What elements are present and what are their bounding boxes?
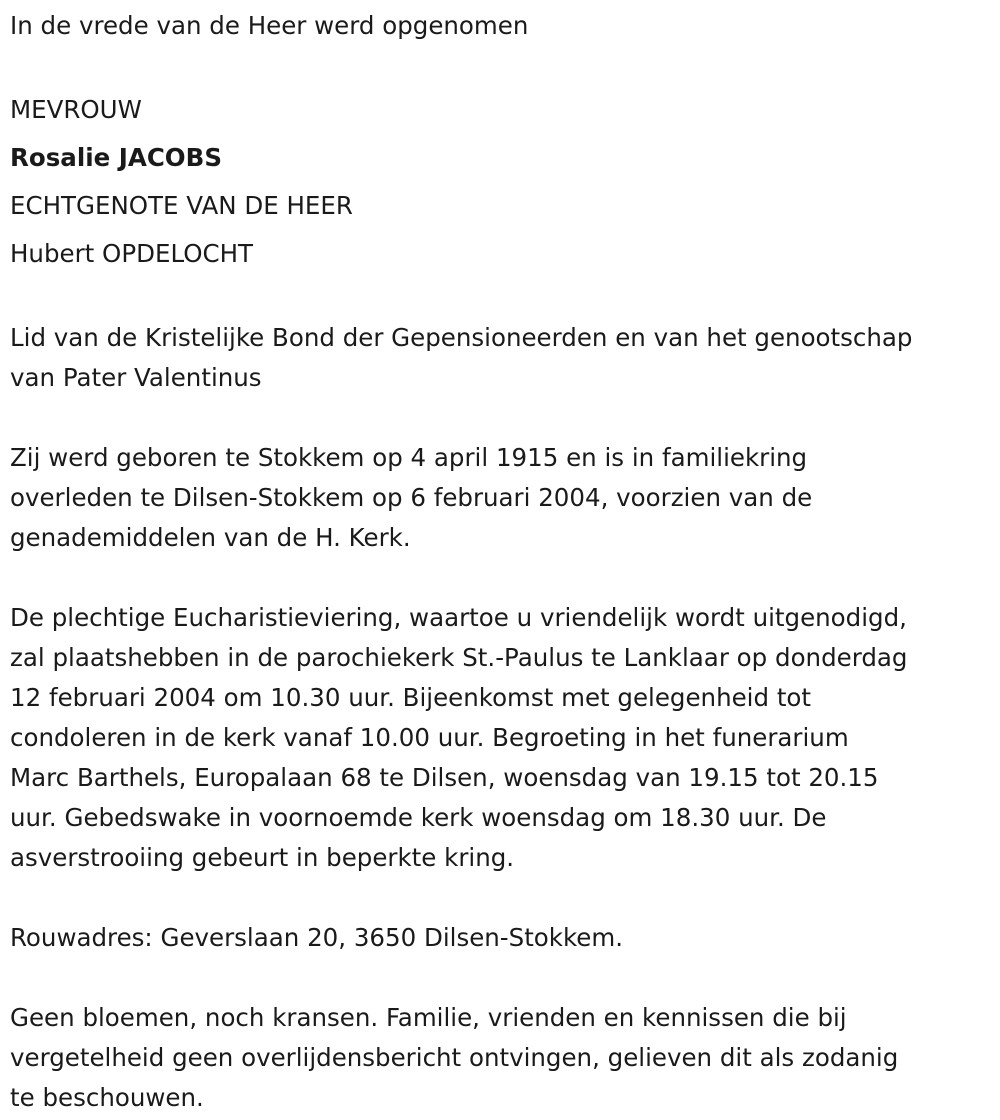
ceremony-line-7: asverstrooiing gebeurt in beperkte kring. <box>10 843 515 872</box>
deceased-block <box>10 86 995 278</box>
intro-line: In de vrede van de Heer werd opgenomen <box>10 11 529 40</box>
closing-line-3: te beschouwen. <box>10 1083 204 1112</box>
birth-death-line-2: overleden te Dilsen-Stokkem op 6 februari 2004, voorzien van de <box>10 483 813 512</box>
honorific: MEVROUW <box>10 95 142 124</box>
ceremony-line-3: 12 februari 2004 om 10.30 uur. Bijeenkomst met gelegenheid tot <box>10 683 812 712</box>
membership-line-2: van Pater Valentinus <box>10 363 262 392</box>
deceased-name: Rosalie JACOBS <box>10 143 222 172</box>
spouse-name: Hubert OPDELOCHT <box>10 239 254 268</box>
birth-death-paragraph <box>10 438 995 558</box>
ceremony-paragraph <box>10 598 995 878</box>
obituary-document <box>10 6 995 1118</box>
closing-paragraph <box>10 998 995 1118</box>
mourning-address: Rouwadres: Geverslaan 20, 3650 Dilsen-Stokkem. <box>10 923 624 952</box>
address-paragraph <box>10 918 995 958</box>
ceremony-line-4: condoleren in de kerk vanaf 10.00 uur. Begroeting in het funerarium <box>10 723 849 752</box>
birth-death-line-3: genademiddelen van de H. Kerk. <box>10 523 411 552</box>
relation-line: ECHTGENOTE VAN DE HEER <box>10 191 353 220</box>
ceremony-line-2: zal plaatshebben in de parochiekerk St.-Paulus te Lanklaar op donderdag <box>10 643 908 672</box>
birth-death-line-1: Zij werd geboren te Stokkem op 4 april 1915 en is in familiekring <box>10 443 808 472</box>
membership-line-1: Lid van de Kristelijke Bond der Gepensioneerden en van het genootschap <box>10 323 913 352</box>
closing-line-1: Geen bloemen, noch kransen. Familie, vrienden en kennissen die bij <box>10 1003 847 1032</box>
ceremony-line-6: uur. Gebedswake in voornoemde kerk woensdag om 18.30 uur. De <box>10 803 827 832</box>
ceremony-line-5: Marc Barthels, Europalaan 68 te Dilsen, woensdag van 19.15 tot 20.15 <box>10 763 879 792</box>
closing-line-2: vergetelheid geen overlijdensbericht ontvingen, gelieven dit als zodanig <box>10 1043 899 1072</box>
membership-paragraph <box>10 318 995 398</box>
ceremony-line-1: De plechtige Eucharistieviering, waartoe u vriendelijk wordt uitgenodigd, <box>10 603 907 632</box>
